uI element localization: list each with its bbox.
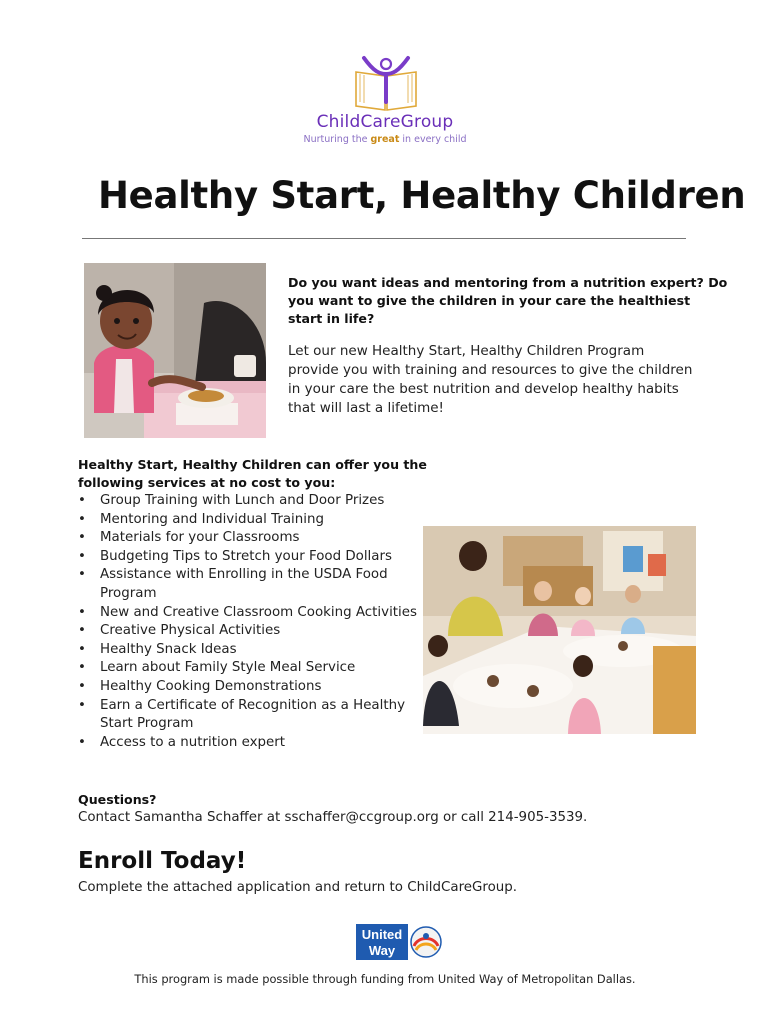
- childcaregroup-logo-icon: [352, 52, 420, 112]
- title-divider: [82, 238, 686, 239]
- list-item: • Access to a nutrition expert: [78, 734, 286, 750]
- contact-info: Contact Samantha Schaffer at sschaffer@ccgroup.org or call 214-905-3539.: [78, 810, 588, 825]
- enroll-heading: Enroll Today!: [78, 848, 247, 874]
- list-item: • Healthy Snack Ideas: [78, 641, 237, 657]
- list-item: • Learn about Family Style Meal Service: [78, 660, 356, 676]
- photo-classroom-meal: [423, 526, 696, 734]
- intro-questions: Do you want ideas and mentoring from a nutrition expert? Do you want to give the children in your care the healthiest start in life?: [288, 275, 728, 326]
- logo-wordmark: ChildCareGroup: [316, 112, 454, 132]
- united-way-logo-icon: [356, 922, 444, 962]
- services-heading: Healthy Start, Healthy Children can offer you the following services at no cost to you:: [78, 457, 427, 490]
- funding-footer: This program is made possible through funding from United Way of Metropolitan Dallas.: [134, 972, 636, 986]
- enroll-instructions: Complete the attached application and return to ChildCareGroup.: [78, 880, 518, 895]
- list-item: • Materials for your Classrooms: [78, 530, 300, 546]
- logo-tagline: [0, 134, 770, 145]
- tagline-pre: Nurturing the: [303, 134, 368, 145]
- list-item: • Budgeting Tips to Stretch your Food Dollars: [78, 548, 392, 564]
- list-item: • Assistance with Enrolling in the USDA Food Program: [78, 567, 388, 601]
- photo-girl-eating: [84, 263, 266, 438]
- intro-paragraph: Let our new Healthy Start, Healthy Children Program provide you with training and resources to give the children in your care the best nutrition and develop healthy habits that will last a lifetime!: [288, 343, 693, 416]
- list-item: • Earn a Certificate of Recognition as a Healthy Start Program: [78, 697, 406, 732]
- list-item: • Creative Physical Activities: [78, 623, 281, 639]
- tagline-post: in every child: [402, 134, 467, 145]
- questions-heading: Questions?: [78, 792, 157, 807]
- tagline-emphasis: great: [370, 134, 400, 145]
- list-item: • Group Training with Lunch and Door Prizes: [78, 493, 385, 508]
- list-item: • Mentoring and Individual Training: [78, 511, 324, 527]
- page-title: Healthy Start, Healthy Children: [98, 174, 746, 217]
- list-item: • New and Creative Classroom Cooking Activities: [78, 604, 417, 620]
- united-way-line2: Way: [368, 943, 396, 958]
- list-item: • Healthy Cooking Demonstrations: [78, 678, 322, 694]
- united-way-line1: United: [361, 927, 403, 942]
- services-list: [78, 492, 418, 752]
